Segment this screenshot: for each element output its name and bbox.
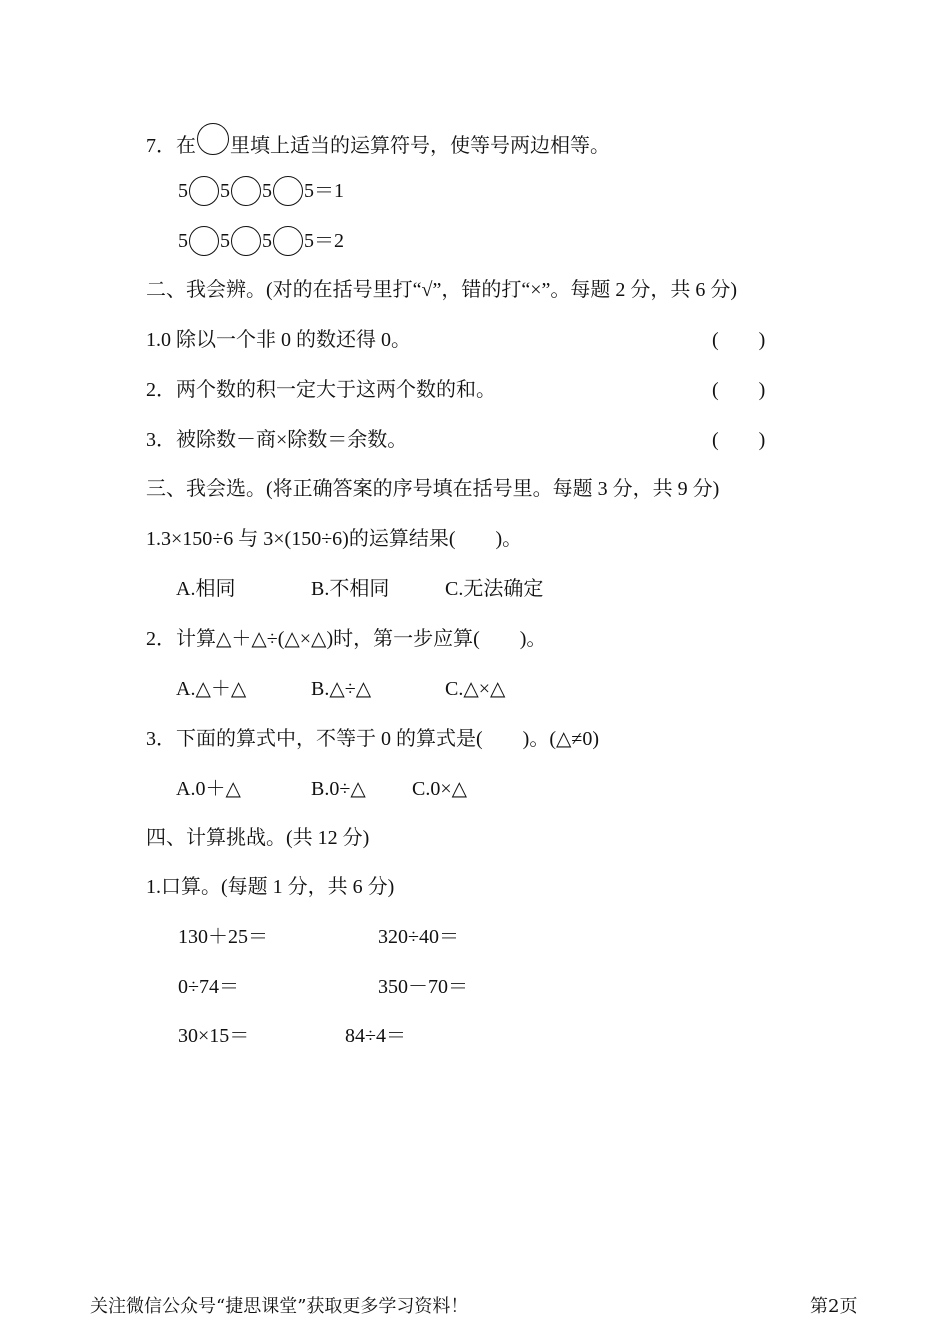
circle-blank[interactable]: [231, 226, 261, 256]
number: 5: [220, 230, 230, 252]
calc-item: 320÷40＝: [378, 926, 459, 948]
choice-question-2: 2．计算△＋△÷(△×△)时，第一步应算( )。: [146, 628, 547, 650]
choice-3-b[interactable]: B.0÷△: [311, 778, 366, 800]
choice-question-3: 3．下面的算式中，不等于 0 的算式是( )。(△≠0): [146, 728, 599, 750]
choice-1-c[interactable]: C.无法确定: [445, 578, 544, 600]
equation-tail: 5＝1: [304, 180, 344, 202]
mental-math-subheading: 1.口算。(每题 1 分，共 6 分): [146, 876, 395, 898]
choice-3-c[interactable]: C.0×△: [412, 778, 467, 800]
circle-blank-example: [197, 123, 229, 155]
q7-suffix: 里填上适当的运算符号，使等号两边相等。: [230, 135, 610, 157]
equation-tail: 5＝2: [304, 230, 344, 252]
page-number: 第2页: [810, 1296, 858, 1317]
q7-prefix: 7．在: [146, 135, 196, 157]
choice-1-b[interactable]: B.不相同: [311, 578, 390, 600]
number: 5: [262, 230, 272, 252]
section3-heading: 三、我会选。(将正确答案的序号填在括号里。每题 3 分，共 9 分): [146, 478, 720, 500]
circle-blank[interactable]: [189, 176, 219, 206]
choice-2-a[interactable]: A.△＋△: [176, 678, 247, 700]
calc-item: 84÷4＝: [345, 1025, 406, 1047]
calc-item: 30×15＝: [178, 1025, 250, 1047]
calc-item: 350－70＝: [378, 976, 468, 998]
q7-row-2: [178, 226, 344, 256]
footer-note: 关注微信公众号“捷思课堂”获取更多学习资料！: [90, 1296, 469, 1317]
calc-item: 130＋25＝: [178, 926, 268, 948]
answer-paren-3[interactable]: ( ): [712, 429, 766, 451]
q7-instruction: [146, 132, 610, 160]
section4-heading: 四、计算挑战。(共 12 分): [146, 827, 370, 849]
choice-question-1: 1.3×150÷6 与 3×(150÷6)的运算结果( )。: [146, 528, 523, 550]
judge-item-1: 1.0 除以一个非 0 的数还得 0。: [146, 329, 411, 351]
choice-3-a[interactable]: A.0＋△: [176, 778, 241, 800]
judge-item-3: 3．被除数－商×除数＝余数。: [146, 429, 408, 451]
answer-paren-2[interactable]: ( ): [712, 379, 766, 401]
number: 5: [220, 180, 230, 202]
answer-paren-1[interactable]: ( ): [712, 329, 766, 351]
calc-item: 0÷74＝: [178, 976, 239, 998]
choice-2-b[interactable]: B.△÷△: [311, 678, 372, 700]
number: 5: [178, 230, 188, 252]
number: 5: [178, 180, 188, 202]
choice-2-c[interactable]: C.△×△: [445, 678, 506, 700]
circle-blank[interactable]: [189, 226, 219, 256]
number: 5: [262, 180, 272, 202]
circle-blank[interactable]: [273, 226, 303, 256]
circle-blank[interactable]: [231, 176, 261, 206]
judge-item-2: 2．两个数的积一定大于这两个数的和。: [146, 379, 496, 401]
q7-row-1: [178, 176, 344, 206]
section2-heading: 二、我会辨。(对的在括号里打“√”，错的打“×”。每题 2 分，共 6 分): [146, 279, 738, 301]
choice-1-a[interactable]: A.相同: [176, 578, 236, 600]
circle-blank[interactable]: [273, 176, 303, 206]
